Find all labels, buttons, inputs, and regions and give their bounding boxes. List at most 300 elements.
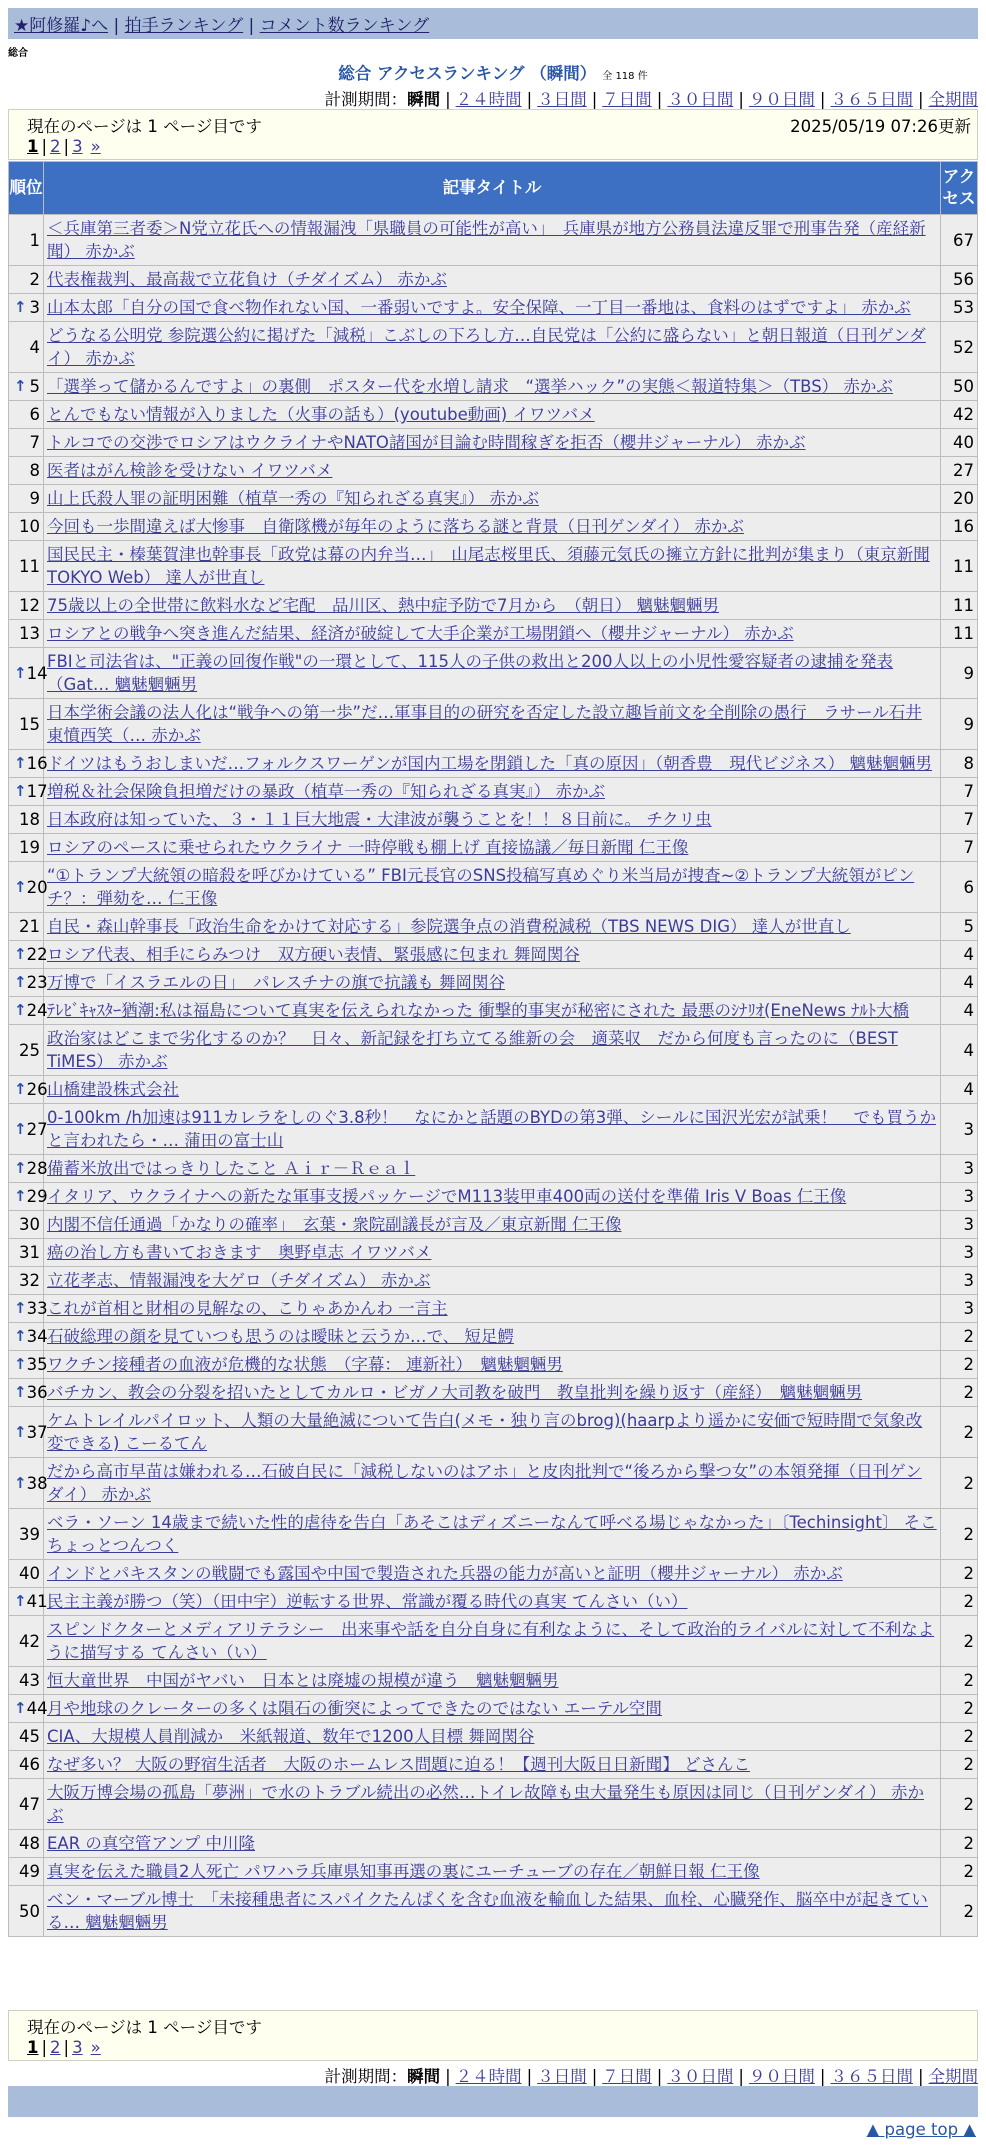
table-row xyxy=(9,699,977,749)
period-link[interactable]: ９０日間 xyxy=(748,90,815,109)
title-cell xyxy=(44,513,940,540)
table-row xyxy=(9,457,977,484)
rank-cell xyxy=(9,648,48,698)
title-cell xyxy=(44,1104,940,1154)
table-row xyxy=(9,806,977,833)
period-link[interactable]: ７日間 xyxy=(602,90,652,109)
rank-number: 20 xyxy=(26,877,48,897)
rank-cell xyxy=(9,1239,43,1266)
period-separator: | xyxy=(917,2067,924,2086)
rank-number: 38 xyxy=(26,1473,48,1493)
period-link[interactable]: 全期間 xyxy=(928,90,978,109)
up-arrow-icon: ↑ xyxy=(14,1383,27,1401)
title-cell xyxy=(44,1695,940,1722)
article-link[interactable]: どうなる公明党 参院選公約に掲げた「減税」こぶしの下ろし方…自民党は「公約に盛らない」と朝日報道（日刊ゲンダイ） 赤かぶ xyxy=(47,326,926,368)
article-link[interactable]: 日本学術会議の法人化は“戦争への第一歩”だ…軍事目的の研究を否定した設立趣旨前文を全削除の愚行 ラサール石井 東憤西笑（… 赤かぶ xyxy=(47,703,922,745)
table-row xyxy=(9,862,977,912)
up-arrow-icon: ↑ xyxy=(14,1592,27,1610)
access-count: 2 xyxy=(941,1407,977,1457)
rank-cell xyxy=(9,513,43,540)
up-arrow-icon: ↑ xyxy=(14,663,27,682)
rank-number: 15 xyxy=(19,714,40,734)
title-cell xyxy=(44,266,940,293)
table-row xyxy=(9,941,977,968)
access-count: 9 xyxy=(941,648,977,698)
pager-page-link[interactable]: 2 xyxy=(50,137,61,156)
table-row xyxy=(9,1458,977,1508)
article-link[interactable]: 癌の治し方も書いておきます 奥野卓志 イワツバメ xyxy=(47,1243,432,1262)
access-count: 4 xyxy=(941,969,977,996)
table-row xyxy=(9,778,977,805)
article-link[interactable]: だから高市早苗は嫌われる…石破自民に「減税しないのはアホ」と皮肉批判で“後ろから撃つ女”の本領発揮（日刊ゲンダイ） 赤かぶ xyxy=(47,1462,922,1504)
ranking-table-body xyxy=(9,215,977,1936)
table-row xyxy=(9,1295,977,1322)
title-cell xyxy=(44,215,940,265)
rank-cell xyxy=(9,1104,48,1154)
article-link[interactable]: 0-100km /h加速は911カレラをしのぐ3.8秒！ なにかと話題のBYDの第3弾、シールに国沢光宏が試乗！ でも買うかと言われたら・… 蒲田の富士山 xyxy=(47,1108,936,1150)
article-link[interactable]: 増税＆社会保険負担増だけの暴政（植草一秀の『知られざる真実』） 赤かぶ xyxy=(47,782,605,801)
title-cell xyxy=(44,969,940,996)
up-arrow-icon: ↑ xyxy=(14,298,27,316)
period-selected: 瞬間 xyxy=(407,2067,441,2086)
access-count: 53 xyxy=(941,294,977,321)
access-count: 7 xyxy=(941,834,977,861)
article-link[interactable]: 万博で「イスラエルの日」 パレスチナの旗で抗議も 舞岡関谷 xyxy=(47,973,506,992)
table-row xyxy=(9,834,977,861)
access-count: 2 xyxy=(941,1351,977,1378)
access-count: 11 xyxy=(941,592,977,619)
article-link[interactable]: 立花孝志、情報漏洩を大ゲロ（チダイズム） 赤かぶ xyxy=(47,1271,431,1290)
access-count: 3 xyxy=(941,1267,977,1294)
access-count: 52 xyxy=(941,322,977,372)
period-separator: | xyxy=(917,90,924,109)
rank-number: 41 xyxy=(26,1592,48,1611)
rank-cell xyxy=(9,541,43,591)
period-link[interactable]: ２４時間 xyxy=(455,90,522,109)
period-label: 計測期間： xyxy=(324,90,408,109)
article-link[interactable]: スピンドクターとメディアリテラシー 出来事や話を自分自身に有利なように、そして政治的ライバルに対して不利なように描写する てんさい（い） xyxy=(47,1620,935,1662)
rank-cell xyxy=(9,1830,43,1857)
table-row xyxy=(9,429,977,456)
article-link[interactable]: 山上氏殺人罪の証明困難（植草一秀の『知られざる真実』） 赤かぶ xyxy=(47,489,539,508)
article-link[interactable]: 今回も一歩間違えば大惨事 自衛隊機が毎年のように落ちる謎と背景（日刊ゲンダイ） 赤かぶ xyxy=(47,517,744,536)
clap-ranking-link[interactable]: 拍手ランキング xyxy=(124,16,244,36)
article-link[interactable]: 国民民主・榛葉賀津也幹事長「政党は幕の内弁当…」 山尾志桜里氏、須藤元気氏の擁立方針に批判が集まり（東京新聞TOKYO Web） 達人が世直し xyxy=(47,545,930,587)
period-link[interactable]: 全期間 xyxy=(928,2067,978,2086)
article-link[interactable]: ロシア代表、相手にらみつけ 双方硬い表情、緊張感に包まれ 舞岡関谷 xyxy=(47,945,580,964)
title-cell xyxy=(44,1379,940,1406)
rank-number: 34 xyxy=(26,1327,48,1346)
rank-number: 50 xyxy=(19,1901,40,1921)
title-cell xyxy=(44,1560,940,1587)
access-count: 5 xyxy=(941,913,977,940)
article-link[interactable]: 医者はがん検診を受けない イワツバメ xyxy=(47,461,333,480)
rank-number: 44 xyxy=(26,1699,48,1718)
access-count: 67 xyxy=(941,215,977,265)
period-link[interactable]: ３日間 xyxy=(537,2067,587,2086)
table-row xyxy=(9,1211,977,1238)
rank-cell xyxy=(9,1351,48,1378)
access-count: 2 xyxy=(941,1858,977,1885)
table-row xyxy=(9,1239,977,1266)
table-row xyxy=(9,401,977,428)
top-nav-bar xyxy=(8,8,978,39)
period-separator: | xyxy=(656,2067,663,2086)
title-cell xyxy=(44,485,940,512)
rank-number: 39 xyxy=(19,1524,40,1544)
pager-page-link[interactable]: 3 xyxy=(72,2038,83,2057)
table-row xyxy=(9,1155,977,1182)
period-separator: | xyxy=(591,2067,598,2086)
access-count: 11 xyxy=(941,620,977,647)
table-row xyxy=(9,997,977,1024)
rank-cell xyxy=(9,1858,43,1885)
access-count: 4 xyxy=(941,1025,977,1075)
article-link[interactable]: 大阪万博会場の孤島「夢洲」で水のトラブル続出の必然…トイレ故障も虫大量発生も原因は同じ（日刊ゲンダイ） 赤かぶ xyxy=(47,1783,924,1825)
rank-cell xyxy=(9,806,43,833)
table-row xyxy=(9,1667,977,1694)
nav-separator: | xyxy=(113,16,120,36)
table-row xyxy=(9,1751,977,1778)
up-arrow-icon: ↑ xyxy=(14,1327,27,1345)
article-link[interactable]: ベン・マーブル博士 「未接種患者にスパイクたんぱくを含む血液を輸血した結果、血栓、心臓発作、脳卒中が起きている… 魑魅魍魎男 xyxy=(47,1890,928,1932)
article-link[interactable]: 恒大童世界 中国がヤバい 日本とは廃墟の規模が違う 魑魅魍魎男 xyxy=(47,1671,559,1690)
access-count: 2 xyxy=(941,1779,977,1829)
article-link[interactable]: 備蓄米放出ではっきりしたこと Ａｉｒ－Ｒｅａｌ xyxy=(47,1159,416,1178)
rank-cell xyxy=(9,778,48,805)
article-link[interactable]: 山本太郎「自分の国で食べ物作れない国、一番弱いですよ。安全保障、一丁目一番地は、食料のはずですよ」 赤かぶ xyxy=(47,298,911,317)
table-row xyxy=(9,592,977,619)
rank-cell xyxy=(9,592,43,619)
article-link[interactable]: これが首相と財相の見解なの、こりゃあかんわ 一言主 xyxy=(47,1299,448,1318)
rank-number: 12 xyxy=(19,596,40,615)
title-cell xyxy=(44,1267,940,1294)
table-row xyxy=(9,1104,977,1154)
page-top-link[interactable]: ▲ page top ▲ xyxy=(866,2120,976,2139)
article-link[interactable]: ベラ・ソーン 14歳まで続いた性的虐待を告白「あそこはディズニーなんて呼べる場じゃなかった」〔Techinsight〕 そこちょっとつんつく xyxy=(47,1513,937,1555)
rank-cell xyxy=(9,834,43,861)
access-count: 3 xyxy=(941,1239,977,1266)
rank-cell xyxy=(9,1076,48,1103)
period-separator: | xyxy=(591,90,598,109)
table-row xyxy=(9,322,977,372)
table-row xyxy=(9,1323,977,1350)
article-link[interactable]: FBIと司法省は、"正義の回復作戦"の一環として、115人の子供の救出と200人以上の小児性愛容疑者の逮捕を発表（Gat… 魑魅魍魎男 xyxy=(47,652,894,694)
rank-cell xyxy=(9,322,43,372)
title-cell xyxy=(44,941,940,968)
up-arrow-icon: ↑ xyxy=(14,1159,27,1177)
period-link[interactable]: ３日間 xyxy=(537,90,587,109)
title-cell xyxy=(44,1616,940,1666)
rank-cell xyxy=(9,1155,48,1182)
table-row xyxy=(9,1351,977,1378)
rank-cell xyxy=(9,457,43,484)
table-row xyxy=(9,648,977,698)
rank-number: 16 xyxy=(26,754,48,773)
comment-ranking-link[interactable]: コメント数ランキング xyxy=(259,16,430,36)
title-cell xyxy=(44,373,940,400)
title-cell xyxy=(44,1886,940,1936)
current-page-text: 現在のページは 1 ページ目です xyxy=(27,117,262,136)
pager-page-link[interactable]: 2 xyxy=(50,2038,61,2057)
article-link[interactable]: 月や地球のクレーターの多くは隕石の衝突によってできたのではない エーテル空間 xyxy=(47,1699,662,1718)
title-cell xyxy=(44,1458,940,1508)
pager-top xyxy=(27,137,101,156)
up-arrow-icon: ↑ xyxy=(14,1473,27,1492)
table-row xyxy=(9,1267,977,1294)
rank-number: 27 xyxy=(26,1119,48,1139)
access-count: 2 xyxy=(941,1723,977,1750)
up-arrow-icon: ↑ xyxy=(14,377,27,395)
access-count: 2 xyxy=(941,1379,977,1406)
pager-panel-top xyxy=(8,109,978,160)
period-separator: | xyxy=(526,90,533,109)
home-link[interactable]: ★阿修羅♪へ xyxy=(14,16,109,36)
article-link[interactable]: “①トランプ大統領の暗殺を呼びかけている” FBI元長官のSNS投稿写真めぐり米当局が捜査~②トランプ大統領がピンチ？：弾劾を… 仁王像 xyxy=(47,866,915,908)
period-separator: | xyxy=(738,90,744,109)
article-link[interactable]: 真実を伝えた職員2人死亡 パワハラ兵庫県知事再選の裏にユーチューブの存在／朝鮮日報 仁王像 xyxy=(47,1862,760,1881)
up-arrow-icon: ↑ xyxy=(14,1119,27,1138)
period-link[interactable]: ３６５日間 xyxy=(830,2067,913,2086)
access-count: 3 xyxy=(941,1183,977,1210)
rank-number: 42 xyxy=(19,1631,40,1651)
rank-number: 5 xyxy=(29,377,40,396)
rank-number: 30 xyxy=(19,1215,40,1234)
article-link[interactable]: 政治家はどこまで劣化するのか？ 日々、新記録を打ち立てる維新の会 適菜収 だから何度も言ったのに（BEST TiMES） 赤かぶ xyxy=(47,1029,898,1071)
table-row xyxy=(9,294,977,321)
article-link[interactable]: 民主主義が勝つ（笑）（田中宇）逆転する世界、常識が覆る時代の真実 てんさい（い） xyxy=(47,1592,688,1611)
rank-cell xyxy=(9,862,48,912)
period-link[interactable]: ３６５日間 xyxy=(830,90,913,109)
up-arrow-icon: ↑ xyxy=(14,877,27,896)
rank-number: 40 xyxy=(19,1564,40,1583)
table-row xyxy=(9,541,977,591)
rank-cell xyxy=(9,1616,43,1666)
rank-number: 10 xyxy=(19,517,40,536)
rank-cell xyxy=(9,1211,43,1238)
rank-cell xyxy=(9,1183,48,1210)
article-link[interactable]: 石破総理の顔を見ていつも思うのは曖昧と云うか…で、 短足鰐 xyxy=(47,1327,514,1346)
access-count: 50 xyxy=(941,373,977,400)
rank-cell xyxy=(9,429,43,456)
access-header: アクセス xyxy=(941,162,977,214)
article-link[interactable]: ロシアのペースに乗せられたウクライナ 一時停戦も棚上げ 直接協議／毎日新聞 仁王像 xyxy=(47,838,689,857)
title-cell xyxy=(44,322,940,372)
rank-cell xyxy=(9,485,43,512)
title-cell xyxy=(44,997,940,1024)
article-link[interactable]: 自民・森山幹事長「政治生命をかけて対応する」参院選争点の消費税減税（TBS NEWS DIG） 達人が世直し xyxy=(47,917,851,936)
article-link[interactable]: 代表権裁判、最高裁で立花負け（チダイズム） 赤かぶ xyxy=(47,270,447,289)
title-cell xyxy=(44,1858,940,1885)
rank-number: 4 xyxy=(29,337,40,357)
title-cell xyxy=(44,1509,940,1559)
article-link[interactable]: 75歳以上の全世帯に飲料水など宅配 品川区、熱中症予防で7月から （朝日） 魑魅魍魎男 xyxy=(47,596,719,615)
table-row xyxy=(9,215,977,265)
period-separator: | xyxy=(738,2067,744,2086)
title-cell xyxy=(44,429,940,456)
rank-number: 17 xyxy=(26,782,48,801)
rank-number: 21 xyxy=(19,917,40,936)
article-link[interactable]: 「選挙って儲かるんですよ」の裏側 ポスター代を水増し請求 “選挙ハック”の実態＜報道特集＞（TBS） 赤かぶ xyxy=(47,377,893,396)
up-arrow-icon: ↑ xyxy=(14,782,27,800)
rank-number: 13 xyxy=(19,624,40,643)
access-count: 20 xyxy=(941,485,977,512)
period-link[interactable]: ２４時間 xyxy=(455,2067,522,2086)
article-link[interactable]: EAR の真空管アンプ 中川隆 xyxy=(47,1834,256,1853)
up-arrow-icon: ↑ xyxy=(14,1080,27,1098)
article-link[interactable]: イタリア、ウクライナへの新たな軍事支援パッケージでM113装甲車400両の送付を準備 Iris V Boas 仁王像 xyxy=(47,1187,847,1206)
rank-number: 14 xyxy=(26,663,48,683)
access-count: 4 xyxy=(941,941,977,968)
table-row xyxy=(9,1830,977,1857)
access-count: 3 xyxy=(941,1295,977,1322)
rank-cell xyxy=(9,1025,43,1075)
article-link[interactable]: ロシアとの戦争へ突き進んだ結果、経済が破綻して大手企業が工場閉鎖へ（櫻井ジャーナル） 赤かぶ xyxy=(47,624,794,643)
article-link[interactable]: とんでもない情報が入りました（火事の話も）(youtube動画) イワツバメ xyxy=(47,405,595,424)
rank-cell xyxy=(9,1509,43,1559)
table-row xyxy=(9,913,977,940)
article-link[interactable]: インドとパキスタンの戦闘でも露国や中国で製造された兵器の能力が高いと証明（櫻井ジャーナル） 赤かぶ xyxy=(47,1564,843,1583)
access-count: 2 xyxy=(941,1886,977,1936)
period-separator: | xyxy=(445,90,451,109)
article-link[interactable]: ﾃﾚﾋﾞｷｬｽﾀｰ猶潮:私は福島について真実を伝えられなかった 衝撃的事実が秘密にされた 最悪のｼﾅﾘｵ(EneNews ﾅﾙﾄ大橋 xyxy=(47,1001,910,1020)
rank-number: 31 xyxy=(19,1243,40,1262)
rank-cell xyxy=(9,941,48,968)
up-arrow-icon: ↑ xyxy=(14,1001,27,1019)
access-count: 56 xyxy=(941,266,977,293)
article-link[interactable]: なぜ多い？ 大阪の野宿生活者 大阪のホームレス問題に迫る！【週刊大阪日日新聞】 どさんこ xyxy=(47,1755,750,1774)
table-row xyxy=(9,1025,977,1075)
access-count: 27 xyxy=(941,457,977,484)
access-count: 2 xyxy=(941,1509,977,1559)
title-cell xyxy=(44,1667,940,1694)
title-cell xyxy=(44,1025,940,1075)
article-link[interactable]: 山橋建設株式会社 xyxy=(47,1080,179,1099)
article-link[interactable]: ＜兵庫第三者委＞N党立花氏への情報漏洩「県職員の可能性が高い」 兵庫県が地方公務員法違反罪で刑事告発（産経新聞） 赤かぶ xyxy=(47,219,926,261)
table-row xyxy=(9,266,977,293)
access-count: 2 xyxy=(941,1830,977,1857)
rank-number: 48 xyxy=(19,1834,40,1853)
access-count: 3 xyxy=(941,1104,977,1154)
rank-number: 45 xyxy=(19,1727,40,1746)
up-arrow-icon: ↑ xyxy=(14,945,27,963)
page-title-text: 総合 アクセスランキング （瞬間） xyxy=(338,64,597,83)
rank-number: 35 xyxy=(26,1355,48,1374)
pager-next-link[interactable]: » xyxy=(90,137,101,156)
rank-number: 25 xyxy=(19,1040,40,1060)
title-cell xyxy=(44,1588,940,1615)
title-cell xyxy=(44,1323,940,1350)
period-link[interactable]: ３０日間 xyxy=(667,90,734,109)
table-row xyxy=(9,1183,977,1210)
title-cell xyxy=(44,1779,940,1829)
rank-cell xyxy=(9,1267,43,1294)
rank-number: 49 xyxy=(19,1862,40,1881)
table-row xyxy=(9,1858,977,1885)
period-selector-bottom xyxy=(325,2063,978,2087)
rank-cell xyxy=(9,969,48,996)
up-arrow-icon: ↑ xyxy=(14,1422,27,1441)
access-count: 4 xyxy=(941,997,977,1024)
rank-cell xyxy=(9,1295,48,1322)
period-label: 計測期間： xyxy=(324,2067,408,2086)
title-cell xyxy=(44,401,940,428)
article-link[interactable]: ケムトレイルパイロット、人類の大量絶滅について告白(メモ・独り言のbrog)(haarpより遥かに安価で短時間で気象改変できる) こーるてん xyxy=(47,1411,923,1453)
pager-separator: | xyxy=(63,137,70,156)
up-arrow-icon: ↑ xyxy=(14,1299,27,1317)
title-cell xyxy=(44,1751,940,1778)
article-link[interactable]: CIA、大規模人員削減か 米紙報道、数年で1200人目標 舞岡関谷 xyxy=(47,1727,535,1746)
table-row xyxy=(9,1616,977,1666)
access-count: 2 xyxy=(941,1588,977,1615)
title-cell xyxy=(44,750,940,777)
title-cell xyxy=(44,1155,940,1182)
access-count: 8 xyxy=(941,750,977,777)
table-row xyxy=(9,1779,977,1829)
updated-timestamp: 2025/05/19 07:26更新 xyxy=(790,117,971,136)
article-link[interactable]: ドイツはもうおしまいだ…フォルクスワーゲンが国内工場を閉鎖した「真の原因」（朝香豊 現代ビジネス） 魑魅魍魎男 xyxy=(47,754,933,773)
article-link[interactable]: 日本政府は知っていた、３・１１巨大地震・大津波が襲うことを！！８日前に。 チクリ虫 xyxy=(47,810,712,829)
rank-number: 33 xyxy=(26,1299,48,1318)
table-row xyxy=(9,1695,977,1722)
rank-header: 順位 xyxy=(9,162,43,214)
access-count: 2 xyxy=(941,1695,977,1722)
rank-number: 9 xyxy=(29,489,40,508)
period-link[interactable]: ７日間 xyxy=(602,2067,652,2086)
period-link[interactable]: ３０日間 xyxy=(667,2067,734,2086)
table-row xyxy=(9,1588,977,1615)
pager-next-link[interactable]: » xyxy=(90,2038,101,2057)
footer-bar xyxy=(8,2086,978,2117)
article-link[interactable]: ワクチン接種者の血液が危機的な状態 （字幕： 連新社） 魑魅魍魎男 xyxy=(47,1355,563,1374)
rank-cell xyxy=(9,1458,48,1508)
title-cell xyxy=(44,699,940,749)
article-link[interactable]: バチカン、教会の分裂を招いたとしてカルロ・ビガノ大司教を破門 教皇批判を繰り返す（産経） 魑魅魍魎男 xyxy=(47,1383,863,1402)
period-link[interactable]: ９０日間 xyxy=(748,2067,815,2086)
rank-number: 29 xyxy=(26,1187,48,1206)
title-cell xyxy=(44,592,940,619)
title-cell xyxy=(44,913,940,940)
rank-cell xyxy=(9,1323,48,1350)
up-arrow-icon: ↑ xyxy=(14,1187,27,1205)
rank-number: 2 xyxy=(29,270,40,289)
access-count: 2 xyxy=(941,1667,977,1694)
nav-separator: | xyxy=(248,16,255,36)
period-separator: | xyxy=(445,2067,451,2086)
title-cell xyxy=(44,1076,940,1103)
rank-cell xyxy=(9,1588,48,1615)
up-arrow-icon: ↑ xyxy=(14,1355,27,1373)
article-link[interactable]: 内閣不信任通過「かなりの確率」 玄葉・衆院副議長が言及／東京新聞 仁王像 xyxy=(47,1215,622,1234)
rank-cell xyxy=(9,1407,48,1457)
site-label: 総合 xyxy=(8,48,28,59)
rank-cell xyxy=(9,1886,43,1936)
table-row xyxy=(9,373,977,400)
article-link[interactable]: トルコでの交渉でロシアはウクライナやNATO諸国が目論む時間稼ぎを拒否（櫻井ジャーナル） 赤かぶ xyxy=(47,433,806,452)
rank-number: 26 xyxy=(26,1080,48,1099)
rank-cell xyxy=(9,266,43,293)
table-header-row xyxy=(9,162,977,214)
table-row xyxy=(9,1407,977,1457)
title-cell xyxy=(44,1211,940,1238)
rank-number: 8 xyxy=(29,461,40,480)
table-row xyxy=(9,1886,977,1936)
table-row xyxy=(9,485,977,512)
pager-page-link[interactable]: 3 xyxy=(72,137,83,156)
current-page-text: 現在のページは 1 ページ目です xyxy=(27,2018,262,2037)
pager-current-page: 1 xyxy=(27,137,39,156)
table-row xyxy=(9,1076,977,1103)
